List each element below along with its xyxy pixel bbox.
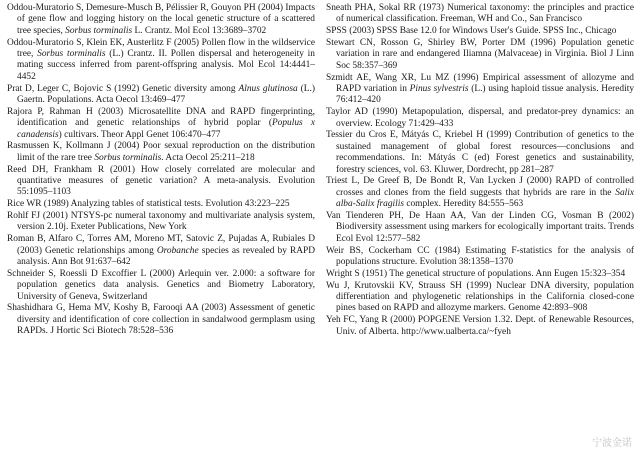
references-left-column xyxy=(7,3,315,451)
reference-entry xyxy=(326,38,634,72)
species-name: Sorbus torminalis xyxy=(94,152,162,163)
reference-text: Wright S (1951) The genetical structure of populations. Ann Eugen 15:323–354 xyxy=(326,268,626,279)
reference-text: Taylor AD (1990) Metapopulation, dispersal, and predator-prey dynamics: an overview. Ecology 71:429–433 xyxy=(326,107,634,129)
reference-text: Rasmussen K, Kollmann J (2004) Poor sexual reproduction on the distribution limit of the rare tree xyxy=(7,141,315,163)
reference-text: Oddou-Muratorio S, Klein EK, Austerlitz F (2005) Pollen flow in the wildservice tree, xyxy=(7,37,315,60)
reference-entry xyxy=(7,269,315,303)
reference-entry xyxy=(7,141,315,164)
reference-text: SPSS (2003) SPSS Base 12.0 for Windows User's Guide. SPSS Inc., Chicago xyxy=(326,26,617,37)
reference-text: Sneath PHA, Sokal RR (1973) Numerical taxonomy: the principles and practice of numerical classification. Freeman, WH and Co., San Francisco xyxy=(326,3,634,25)
reference-text: Rohlf FJ (2001) NTSYS-pc numeral taxonomy and multivariate analysis system, version 2.10j. Exeter Publications, New York xyxy=(7,211,315,233)
reference-text: Triest L, De Greef B, De Bondt R, Van Lycken J (2000) RAPD of controlled crosses and clones from the field suggests that hybrids are rare in the xyxy=(326,176,634,198)
reference-text: complex. Heredity 84:555–563 xyxy=(403,199,524,210)
species-name: Sorbus torminalis xyxy=(65,25,133,36)
reference-entry xyxy=(326,269,634,280)
species-name: Sorbus torminalis xyxy=(37,49,106,60)
reference-text: (L.) Crantz. II. Pollen dispersal and heterogeneity in mating success inferred from parent-offspring analysis. Mol Ecol 14:4441–4452 xyxy=(17,49,315,82)
reference-text: Shashidhara G, Hema MV, Koshy B, Farooqi AA (2003) Assessment of genetic diversity and identification of core collection in sandalwood germplasm using RAPDs. J Hortic Sci Biotech 78:528–536 xyxy=(7,303,315,337)
reference-entry xyxy=(326,281,634,315)
reference-entry xyxy=(326,3,634,26)
reference-text: (L.) using haploid tissue analysis. Heredity 76:412–420 xyxy=(336,84,635,106)
reference-entry xyxy=(7,84,315,107)
reference-text: Oddou-Muratorio S, Demesure-Musch B, Pélissier R, Gouyon PH (2004) Impacts of gene flow and logging history on the local genetic structure of a scattered tree species, xyxy=(7,3,315,36)
reference-text: Wu J, Krutovskii KV, Strauss SH (1999) Nuclear DNA diversity, population differentiation and phylogenetic relationships in the California closed-cone pines based on RAPD and allozyme markers. Genome 42:893–908 xyxy=(326,280,634,314)
reference-text: Yeh FC, Yang R (2000) POPGENE Version 1.32. Dept. of Renewable Resources, Univ. of Alberta. http://www.ualberta.ca/~fyeh xyxy=(326,315,634,337)
watermark: 宁波金诺 xyxy=(592,438,632,449)
reference-text: Stewart CN, Rosson G, Shirley BW, Porter DM (1996) Population genetic variation in rare and endangered Iliamna (Malvaceae) in Virginia. Biol J Linn Soc 58:357–369 xyxy=(326,38,634,71)
reference-text: ) cultivars. Theor Appl Genet 106:470–477 xyxy=(58,129,221,140)
reference-entry xyxy=(7,211,315,234)
reference-text: Tessier du Cros E, Mátyás C, Kriebel H (1999) Contribution of genetics to the sustained management of global forest resources—conclusions and recommendations. In: Mátyás C (ed) Forest genetics and sustainability, forestry sciences, vol. 63. Kluwer, Dordrecht, pp 281–287 xyxy=(326,130,634,175)
reference-text: Rice WR (1989) Analyzing tables of statistical tests. Evolution 43:223–225 xyxy=(7,199,290,210)
reference-text: L. Crantz. Mol Ecol 13:3689–3702 xyxy=(132,25,267,36)
reference-entry xyxy=(7,3,315,37)
species-name: Salix alba-Salix fragilis xyxy=(336,187,634,210)
species-name: Alnus glutinosa xyxy=(238,83,298,94)
reference-text: Van Tienderen PH, De Haan AA, Van der Linden CG, Vosman B (2002) Biodiversity assessment using markers for ecologically important traits. Trends Ecol Evol 12:577–582 xyxy=(326,211,634,244)
reference-text: Rajora P, Rahman H (2003) Microsatellite DNA and RAPD fingerprinting, identification and genetic relationships of hybrid poplar ( xyxy=(7,106,315,129)
reference-text: . Acta Oecol 25:211–218 xyxy=(161,152,255,163)
reference-text: Prat D, Leger C, Bojovic S (1992) Genetic diversity among xyxy=(7,83,239,94)
reference-entry xyxy=(7,303,315,337)
reference-entry xyxy=(326,26,634,37)
reference-entry xyxy=(7,107,315,141)
reference-entry xyxy=(326,130,634,176)
reference-entry xyxy=(326,246,634,269)
reference-entry xyxy=(326,73,634,107)
reference-entry xyxy=(326,315,634,338)
references-right-column xyxy=(326,3,634,451)
species-name: Orobanche xyxy=(156,245,199,256)
reference-text: Szmidt AE, Wang XR, Lu MZ (1996) Empirical assessment of allozyme and RAPD variation in xyxy=(326,72,634,95)
reference-entry xyxy=(326,107,634,130)
species-name: Populus x canadensis xyxy=(17,118,315,140)
reference-text: Reed DH, Frankham R (2001) How closely correlated are molecular and quantitative measures of genetic variation? A meta-analysis. Evolution 55:1095–1103 xyxy=(7,164,315,198)
reference-text: Weir BS, Cockerham CC (1984) Estimating F-statistics for the analysis of populations structure. Evolution 38:1358–1370 xyxy=(326,245,634,268)
reference-text: Roman B, Alfaro C, Torres AM, Moreno MT, Satovic Z, Pujadas A, Rubiales D (2003) Genetic relationships among xyxy=(7,234,315,256)
reference-entry xyxy=(326,176,634,210)
reference-entry xyxy=(7,234,315,268)
reference-text: (L.) Gaertn. Populations. Acta Oecol 13:469–477 xyxy=(17,83,315,106)
reference-text: Schneider S, Roessli D Excoffier L (2000) Arlequin ver. 2.000: a software for population genetics data analysis. Genetics and Biometry Laboratory, University of Geneva, Switzerland xyxy=(7,268,315,302)
reference-text: species as revealed by RAPD analysis. Ann Bot 91:637–642 xyxy=(17,245,315,268)
reference-entry xyxy=(326,211,634,245)
species-name: Pinus sylvestris xyxy=(409,84,469,95)
reference-entry xyxy=(7,199,315,210)
reference-entry xyxy=(7,38,315,84)
reference-entry xyxy=(7,165,315,199)
